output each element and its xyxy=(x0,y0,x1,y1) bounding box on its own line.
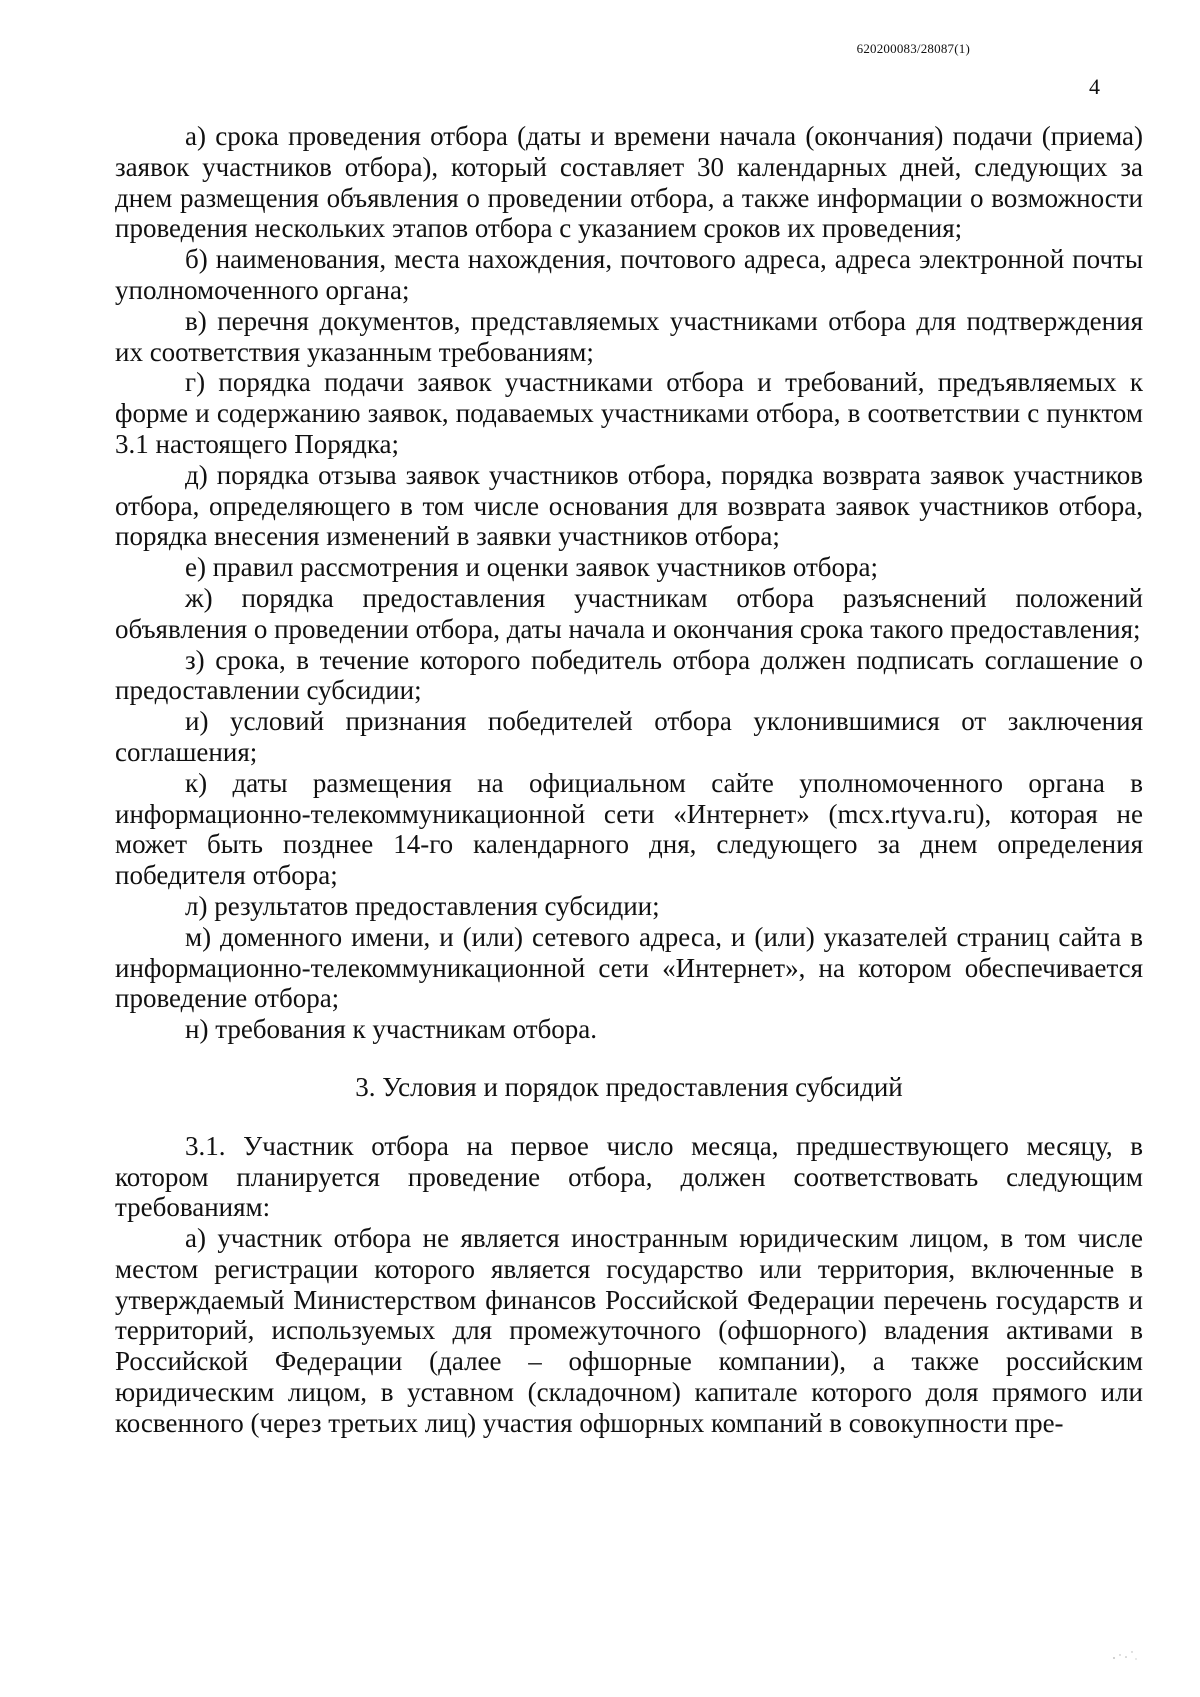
list-item-zh: ж) порядка предоставления участникам отбора разъяснений положений объявления о проведении отбора, даты начала и окончания срока такого предоставления; xyxy=(115,582,1143,644)
list-item-g: г) порядка подачи заявок участниками отбора и требований, предъявляемых к форме и содержанию заявок, подаваемых участниками отбора, в соответствии с пунктом 3.1 настоящего Порядка; xyxy=(115,367,1143,459)
list-item-v: в) перечня документов, представляемых участниками отбора для подтверждения их соответствия указанным требованиям; xyxy=(115,305,1143,367)
list-item-b: б) наименования, места нахождения, почтового адреса, адреса электронной почты уполномоченного органа; xyxy=(115,244,1143,305)
document-body xyxy=(115,121,1143,1439)
clause-3-1-a: а) участник отбора не является иностранным юридическим лицом, в том числе местом регистрации которого является государство или территория, включенные в утверждаемый Министерством финансов Российской Федерации перечень государств и территорий, используемых для промежуточного (офшорного) владения активами в Российской Федерации (далее – офшорные компании), а также российским юридическим лицом, в уставном (складочном) капитале которого доля прямого или косвенного (через третьих лиц) участия офшорных компаний в совокупности пре- xyxy=(115,1223,1143,1438)
list-item-m: м) доменного имени, и (или) сетевого адреса, и (или) указателей страниц сайта в информационно-телекоммуникационной сети «Интернет», на котором обеспечивается проведение отбора; xyxy=(115,921,1143,1014)
list-item-e: е) правил рассмотрения и оценки заявок участников отбора; xyxy=(185,552,878,583)
page-number: 4 xyxy=(1089,74,1100,99)
clause-3-1: 3.1. Участник отбора на первое число месяца, предшествующего месяцу, в котором планируется проведение отбора, должен соответствовать следующим требованиям: xyxy=(115,1130,1143,1223)
list-item-l: л) результатов предоставления субсидии; xyxy=(185,890,660,921)
section-heading: 3. Условия и порядок предоставления субсидий xyxy=(355,1071,903,1102)
list-item-i: и) условий признания победителей отбора уклонившимися от заключения соглашения; xyxy=(115,706,1143,767)
document-id: 620200083/28087(1) xyxy=(856,41,970,56)
list-item-k: к) даты размещения на официальном сайте уполномоченного органа в информационно-телекоммуникационной сети «Интернет» (mcx.rtyva.ru), которая не может быть позднее 14-го календарного дня, следующего за днем определения победителя отбора; xyxy=(115,767,1143,891)
list-item-n: н) требования к участникам отбора. xyxy=(185,1014,598,1045)
list-item-d: д) порядка отзыва заявок участников отбора, порядка возврата заявок участников отбора, определяющего в том числе основания для возврата заявок участников отбора, порядка внесения изменений в заявки участников отбора; xyxy=(115,459,1143,552)
scan-artifact xyxy=(1110,1648,1140,1662)
list-item-z: з) срока, в течение которого победитель отбора должен подписать соглашение о предоставлении субсидии; xyxy=(115,644,1143,706)
list-item-a: а) срока проведения отбора (даты и времени начала (окончания) подачи (приема) заявок участников отбора), который составляет 30 календарных дней, следующих за днем размещения объявления о проведении отбора, а также информации о возможности проведения нескольких этапов отбора с указанием сроков их проведения; xyxy=(115,121,1143,244)
